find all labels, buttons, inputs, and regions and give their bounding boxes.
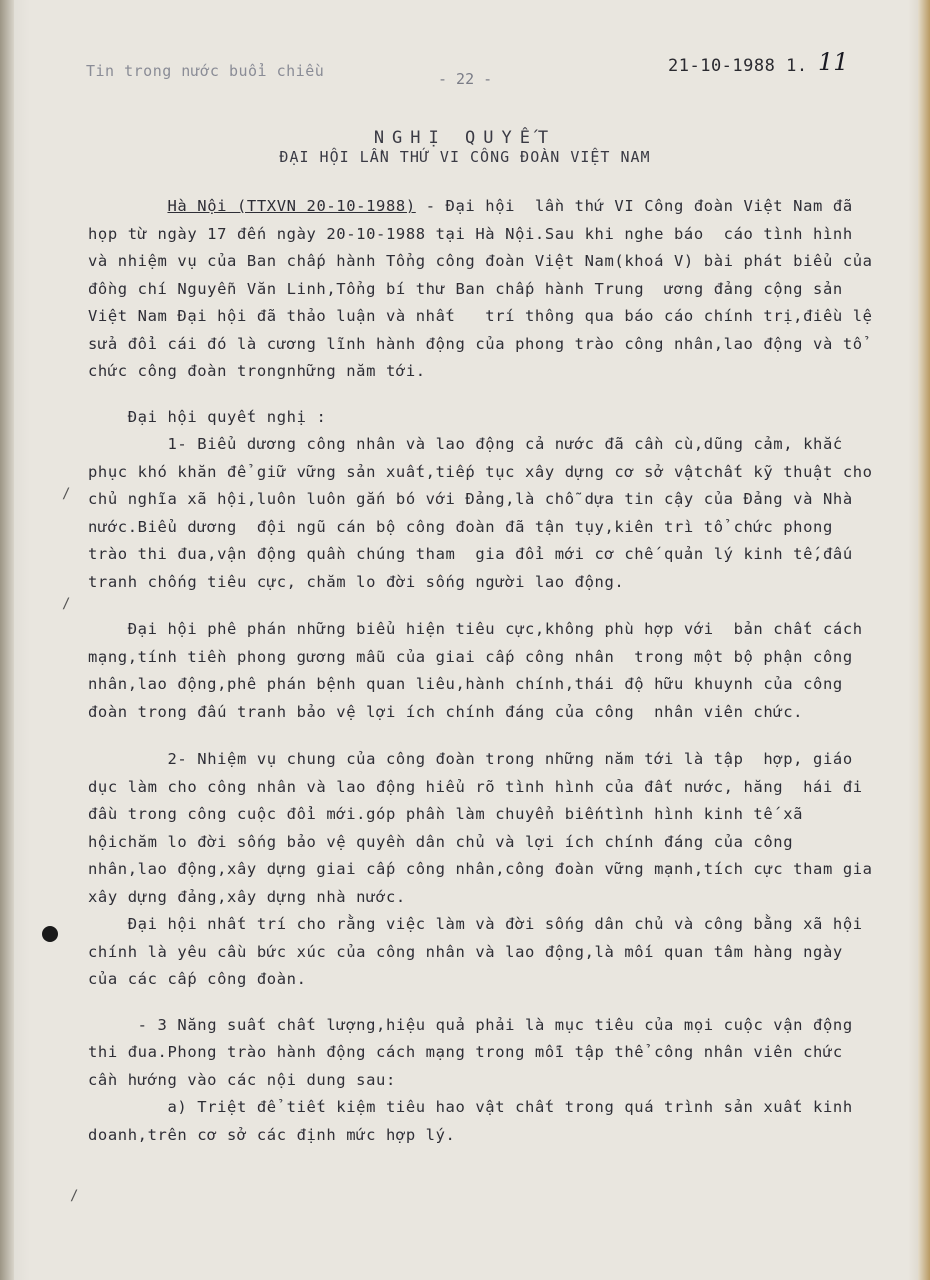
document-subtitle: ĐẠI HỘI LẦN THỨ VI CÔNG ĐOÀN VIỆT NAM — [279, 148, 651, 166]
margin-tick-mark: / — [62, 596, 71, 612]
document-body — [88, 193, 883, 1149]
resolution-heading: Đại hội quyết nghị : — [88, 407, 327, 426]
paragraph-intro — [88, 193, 883, 386]
paragraph-point-3: - 3 Năng suất chất lượng,hiệu quả phải là mục tiêu của mọi cuộc vận động thi đua.Phong trào hành động cách mạng trong mỗi tập thể công nhân viên chức cần hướng vào các nội dung sau: — [88, 1015, 863, 1089]
ink-blot — [42, 926, 58, 942]
paragraph-criticism: Đại hội phê phán những biểu hiện tiêu cực,không phù hợp với bản chất cách mạng,tính tiền phong gương mẫu của giai cấp công nhân trong một bộ phận công nhân,lao động,phê phán bệnh quan liêu,hành chính,thái độ hữu khuynh của công đoàn trong đấu tranh bảo vệ lợi ích chính đáng của công nhân viên chức. — [88, 620, 873, 721]
paragraph-point-3a: a) Triệt để tiết kiệm tiêu hao vật chất trong quá trình sản xuất kinh doanh,trên cơ sở các định mức hợp lý. — [88, 1098, 863, 1144]
paragraph-point-1: 1- Biểu dương công nhân và lao động cả nước đã cần cù,dũng cảm, khắc phục khó khăn để giữ vững sản xuất,tiếp tục xây dựng cơ sở vậtchất kỹ thuật cho chủ nghĩa xã hội,luôn luôn gắn bó với Đảng,là chỗ dựa tin cậy của Đảng và Nhà nước.Biểu dương đội ngũ cán bộ công đoàn đã tận tụy,kiên trì tổ chức phong trào thi đua,vận động quần chúng tham gia đổi mới cơ chế quản lý kinh tế,đấu tranh chống tiêu cực, chăm lo đời sống người lao động. — [88, 435, 883, 591]
header-date: 21-10-1988 1. — [668, 56, 808, 76]
page-number: - 22 - — [438, 70, 493, 88]
paragraph-consensus: Đại hội nhất trí cho rằng việc làm và đời sống dân chủ và công bằng xã hội chính là yêu cầu bức xúc của công nhân và lao động,là mối quan tâm hàng ngày của các cấp công đoàn. — [88, 915, 873, 988]
page-left-edge — [0, 0, 14, 1280]
paragraph-point-2: 2- Nhiệm vụ chung của công đoàn trong những năm tới là tập hợp, giáo dục làm cho công nhân và lao động hiểu rõ tình hình của đất nước, hăng hái đi đầu trong công cuộc đổi mới.góp phần làm chuyển biếntình hình kinh tế xã hộichăm lo đời sống bảo vệ quyền dân chủ và lợi ích chính đáng của công nhân,lao động,xây dựng giai cấp công nhân,công đoàn vững mạnh,tích cực tham gia xây dựng đảng,xây dựng nhà nước. — [88, 750, 883, 906]
page-right-edge — [918, 0, 930, 1280]
header-section-label: Tin trong nước buổi chiều — [86, 62, 325, 80]
document-title: NGHỊ QUYẾT — [373, 128, 557, 148]
paragraph-intro-text: - Đại hội lần thứ VI Công đoàn Việt Nam đã họp từ ngày 17 đến ngày 20-10-1988 tại Hà Nội.Sau khi nghe báo cáo tình hình và nhiệm vụ của Ban chấp hành Tổng công đoàn Việt Nam(khoá V) bài phát biểu của đồng chí Nguyễn Văn Linh,Tổng bí thư Ban chấp hành Trung ương đảng cộng sản Việt Nam Đại hội đã thảo luận và nhất trí thông qua báo cáo chính trị,điều lệ sửa đổi cái đó là cương lĩnh hành động của phong trào công nhân,lao động và tổ chức công đoàn trongnhững năm tới. — [88, 197, 883, 380]
dateline: Hà Nội (TTXVN 20-10-1988) — [167, 197, 416, 215]
handwritten-mark: 11 — [818, 48, 849, 76]
margin-tick-mark: / — [62, 486, 71, 502]
margin-tick-mark: / — [70, 1188, 79, 1204]
